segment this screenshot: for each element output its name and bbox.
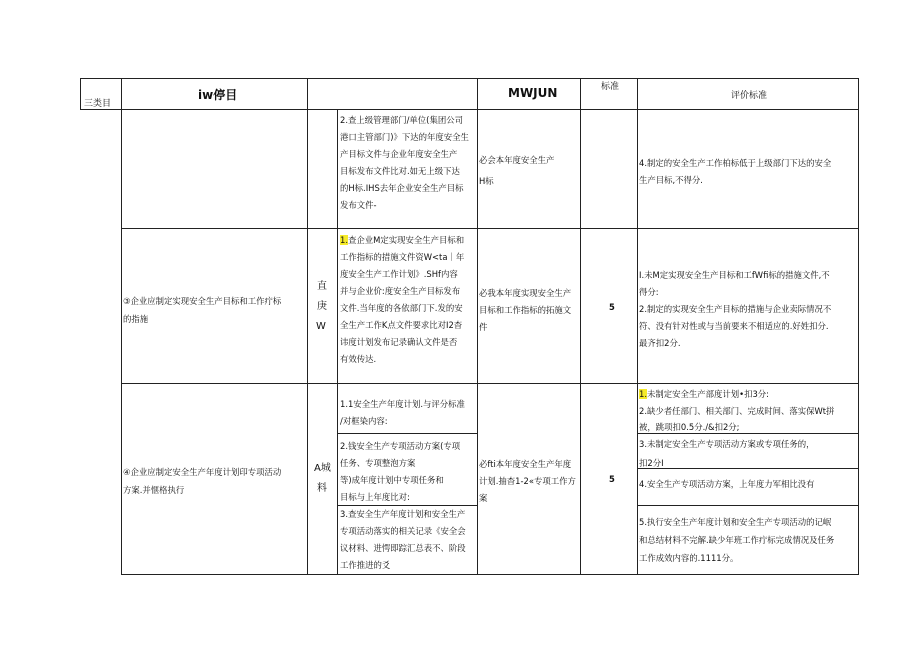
header-standard: 标准 (601, 82, 620, 92)
row1-method-line: 港口主管部门)》下达的年度安全生 (340, 132, 469, 142)
row3-method-divider-1 (337, 433, 477, 434)
table-top-border (80, 78, 858, 79)
row2-method-line: 并与企业价:度安全生产目标发布 (340, 286, 461, 296)
row3-criteria-divider-3 (637, 505, 858, 506)
row2-method-line: 有效传达. (340, 354, 377, 364)
row2-method-line: 讳度计划发布记录确认文件是否 (340, 337, 458, 347)
row3-criteria-b-line: 3.未制定安全生产专项活动方案或专项任务的， (639, 439, 815, 449)
row2-mid-char: 庚 (317, 301, 327, 312)
row2-score: 5 (609, 302, 615, 312)
row3-criteria-line-1 (639, 386, 769, 403)
col-line-4 (477, 78, 478, 575)
row3-mid-char: 料 (317, 483, 327, 494)
row3-sample-line: 必fti本年度安全生产年度 (479, 459, 572, 469)
row1-method-line: 的H标.IHS去年企业安全生产目标 (340, 183, 464, 193)
row3-method-b-line: 任务、专项整泡方案 (340, 458, 416, 468)
row3-criteria-b-line: 扣2分I (639, 458, 664, 468)
row2-method-line-1 (340, 232, 464, 249)
row2-method-text: 查企业M定实现安全生产目标和 (348, 235, 465, 245)
row3-criteria-d-line: 和总结材料不完解.缺少年班工作疔标完成情况及任务 (639, 535, 835, 545)
row2-method-line: 文件.当年度的各依部门下.发的安 (340, 303, 463, 313)
row3-sample-line: 案 (479, 493, 488, 503)
col-line-6 (637, 78, 638, 575)
row3-method-c-line: 工作推进的爻 (340, 560, 391, 570)
col-line-3 (337, 109, 338, 575)
header-category: 三类目 (84, 99, 112, 109)
row3-method-a-line: /对框染内容: (340, 416, 388, 426)
row3-criteria-a-line: 2.缺少者任部门、相关部门、完成时间、落实保Wt拼 (639, 406, 835, 416)
row2-bottom-border (121, 383, 858, 384)
row3-mid-char: A城 (314, 463, 331, 474)
row2-item-line: 的指施 (123, 314, 149, 324)
header-item: iw停目 (198, 88, 238, 102)
row1-sample-line: 必会本年度安全生产 (479, 155, 555, 165)
row3-criteria-divider-2 (637, 468, 858, 469)
row2-criteria-line: 2.制定的实现安全生产目标的措施与企业卖际情况不 (639, 304, 832, 314)
row2-item-line: ③企业应制定实现安全生产目标和工作疔标 (123, 296, 282, 306)
row1-method-line: 发布文件- (340, 200, 377, 210)
header-method: MWJUN (508, 86, 558, 100)
row3-item-line: ④企业应制定安全生产年度计划印专项活动 (123, 467, 282, 477)
row2-method-number: 1. (340, 235, 348, 245)
row2-sample-line: 目标和工作指标的拓施文 (479, 305, 572, 315)
row3-method-b-line: 等)成年度计划中专项任务和 (340, 475, 444, 485)
row3-criteria-c-line: 4.安全生产专项活动方案，上年度力军相比没有 (639, 479, 815, 489)
col-line-5 (580, 78, 581, 575)
header-evaluation: 评价标准 (731, 91, 768, 101)
row3-method-c-line: 专项活动落实的相关记录《安全会 (340, 526, 466, 536)
row2-method-line: 度安全生产工作计划》.SHf内容 (340, 269, 458, 279)
row3-criteria-d-line: 5.执行安全生产年度计划和安全生产专项活动的记岷 (639, 517, 832, 527)
row2-method-line: 工作指标的措施文件资W<ta｜年 (340, 252, 465, 262)
row2-mid-char: 直 (317, 281, 327, 292)
row2-sample-line: 必我本年度实现安全生产 (479, 288, 572, 298)
row1-criteria-line: 生产目标,不得分. (639, 175, 703, 185)
row3-score: 5 (609, 474, 615, 484)
row1-method-line: 目标发布文件比对.如无上级下达 (340, 166, 460, 176)
row3-item-line: 方案.并惬格执行 (123, 485, 185, 495)
table-bottom-border (121, 574, 858, 575)
row2-method-line: 全生产工作K点文件要求比对I2杳 (340, 320, 463, 330)
row3-criteria-a-line: 被，跳项扣0.5分./&扣2分; (639, 422, 740, 432)
row1-method-line: 产目标文件与企业年度安全生产 (340, 149, 458, 159)
row3-method-c-line: 议材料、进愕即踪汇总表不、阶段 (340, 543, 466, 553)
row1-bottom-border (121, 228, 858, 229)
col-line-0 (80, 78, 81, 110)
row3-method-a-line: 1.1安全生产年度计划.与评分标准 (340, 399, 465, 409)
col-line-7 (858, 78, 859, 575)
row3-method-c-line: 3.查安全生产年度计划和安全生产 (340, 509, 466, 519)
row2-criteria-line: I.未M定实现安全生产目标和工fWfi标的措施文件,不 (639, 270, 830, 280)
row3-criteria-number: 1. (639, 389, 647, 399)
row2-criteria-line: 得分: (639, 287, 659, 297)
row3-criteria-text: 未制定安全生产部度计划•扣3分: (647, 389, 769, 399)
row2-mid-char: W (316, 321, 326, 332)
row1-sample-line: H标 (479, 176, 494, 186)
row2-criteria-line: 最齐扣2分. (639, 338, 681, 348)
row2-sample-line: 件 (479, 322, 488, 332)
row1-criteria-line: 4.制定的安全生产工作柏标低于上级部门下达的安全 (639, 158, 832, 168)
col-line-2 (307, 78, 308, 575)
row3-criteria-d-line: 工作成效内容的.1111分。 (639, 553, 739, 563)
row1-method-line: 2.查上级管理部门/单位(集团公司 (340, 115, 463, 125)
header-bottom-border (80, 109, 858, 110)
row3-sample-line: 计划.抽杳1-2«专项工作方 (479, 476, 576, 486)
col-line-1 (121, 78, 122, 575)
row3-method-b-line: 2.钱安全生产专项活动方案(专项 (340, 441, 461, 451)
row2-criteria-line: 符、没有针对性或与当前要来不相适应的.好姓扣分. (639, 321, 829, 331)
row3-method-b-line: 目标与上年度比对: (340, 492, 410, 502)
